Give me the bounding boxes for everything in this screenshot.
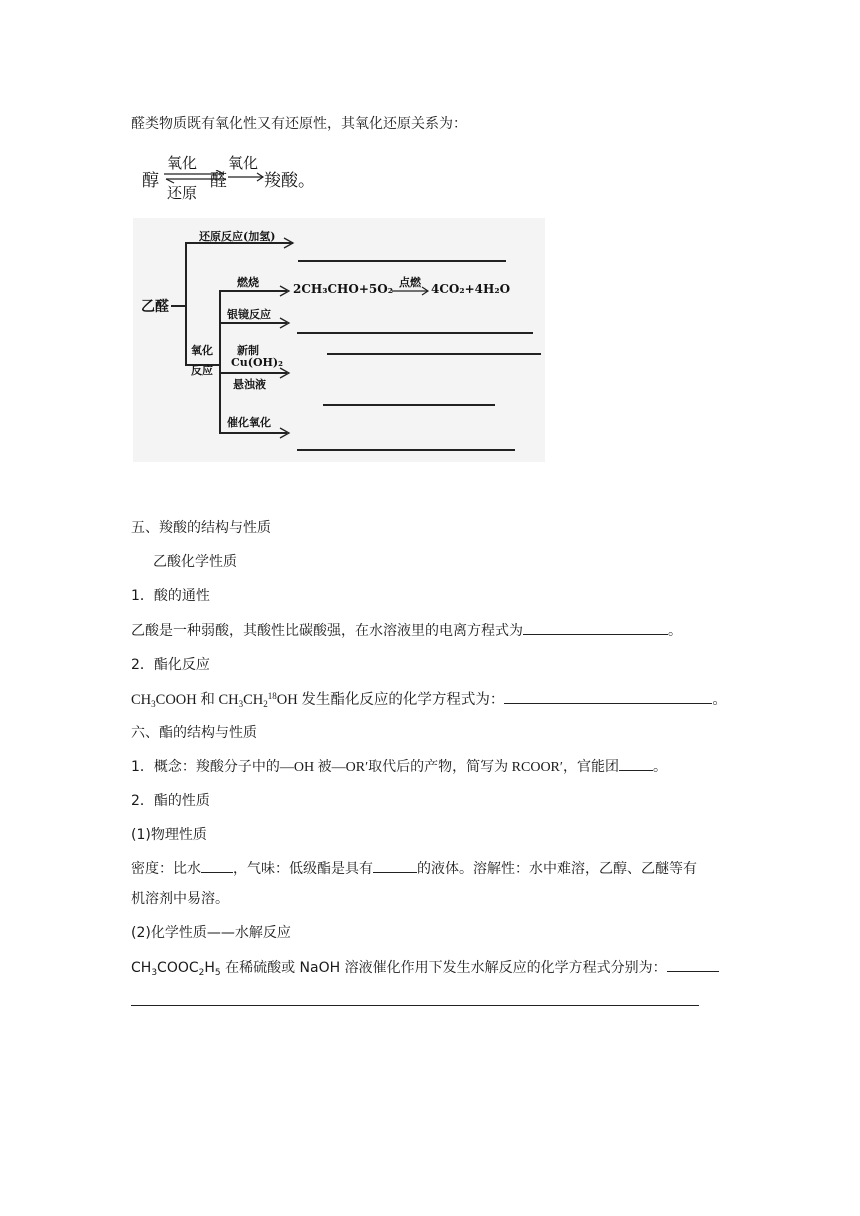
formula-sub: 2 [263,699,268,709]
formula-part: COOC [157,960,199,976]
burn-products: 4CO₂+4H₂O [431,282,511,296]
arrow-head-icon [279,367,291,379]
density-line-2: 机溶剂中易溶。 [131,891,229,907]
esterification-blank[interactable] [504,689,712,704]
burn-condition: 点燃 [399,276,421,289]
branch-reduction: 还原反应(加氢) [199,230,276,243]
diagram-root: 乙醛 [141,299,169,315]
smell-text: ，气味：低级酯是具有 [233,861,373,877]
section5-heading: 五、羧酸的结构与性质 [131,520,271,536]
acetaldehyde-reaction-diagram [133,218,545,462]
arrow-head-icon [279,285,291,297]
formula-part: OH 发生酯化反应的化学方程式为： [276,692,505,708]
intro-text: 醛类物质既有氧化性又有还原性，其氧化还原关系为： [131,116,467,132]
formula-part: H [204,960,215,976]
density-line [131,858,697,878]
formula-sub: 2 [198,968,205,978]
concept-text-c: 官能团 [576,759,619,775]
formula-sub: 5 [214,968,221,978]
redox-relation [142,150,317,206]
item1-end: 。 [668,623,682,639]
hydrolysis-text: 在稀硫酸或 NaOH 溶液催化作用下发生水解反应的化学方程式分别为： [220,960,667,976]
formula-sub: 3 [151,968,158,978]
section5-subheading: 乙酸化学性质 [153,554,237,570]
redox-oxidation-label-2: 氧化 [228,154,259,172]
arrow-head-icon [279,317,291,329]
branch-cuoh2: Cu(OH)₂ [231,356,283,369]
branch-catalytic: 催化氧化 [227,416,271,429]
item2-end: 。 [712,692,727,708]
oxidation-label-2: 反应 [191,364,213,377]
branch-burn: 燃烧 [237,276,259,289]
chemical-title: (2)化学性质——水解反应 [131,925,291,941]
branch-fresh: 新制 [237,344,259,357]
formula-sub: 3 [151,699,156,709]
burn-reactants: 2CH₃CHO+5O₂ [293,282,393,296]
concept-text-b: —OH 被—OR′取代后的产物，简写为 RCOOR′， [279,760,577,775]
density-text: 密度：比水 [131,861,201,877]
formula-part: CH [131,692,152,708]
arrow-right-icon [391,285,431,297]
hydrolysis-blank-1[interactable] [667,957,719,972]
arrow-head-icon [279,427,291,439]
ionization-blank[interactable] [523,620,668,635]
smell-blank[interactable] [373,858,417,873]
section5-item1-line [131,620,682,640]
formula-part: COOH 和 CH [155,692,239,708]
concept-end: 。 [652,759,667,775]
formula-part: CH [243,692,264,708]
hydrolysis-blank-2[interactable] [131,1005,699,1006]
branch-silver-mirror: 银镜反应 [227,308,271,321]
arrow-head-icon [283,237,295,249]
item1-text: 乙酸是一种弱酸，其酸性比碳酸强，在水溶液里的电离方程式为 [131,623,523,639]
redox-aldehyde: 醛 [210,171,227,191]
concept-text: 1．概念：羧酸分子中的 [131,759,280,775]
section6-concept-line [131,756,667,776]
section5-item2-title: 2．酯化反应 [131,657,210,673]
isotope-sup: 18 [267,691,277,701]
redox-acid: 羧酸。 [264,171,315,191]
density-blank[interactable] [201,858,233,873]
section6-item2-title: 2．酯的性质 [131,793,210,809]
redox-oxidation-label: 氧化 [167,154,198,172]
formula-sub: 3 [238,699,244,709]
section5-item1-title: 1．酸的通性 [131,588,210,604]
solubility-text: 的液体。溶解性：水中难溶，乙醇、乙醚等有 [417,861,697,877]
functional-group-blank[interactable] [619,756,653,771]
physical-title: (1)物理性质 [131,827,207,843]
formula-part: CH [131,960,152,976]
redox-reduction-label: 还原 [167,184,198,202]
branch-suspension: 悬浊液 [233,378,266,391]
redox-alcohol: 醇 [142,171,159,191]
section5-item2-line [131,688,727,709]
hydrolysis-line [131,957,719,978]
arrow-right-icon [227,172,265,182]
oxidation-label-1: 氧化 [191,344,213,357]
section6-heading: 六、酯的结构与性质 [131,725,257,741]
